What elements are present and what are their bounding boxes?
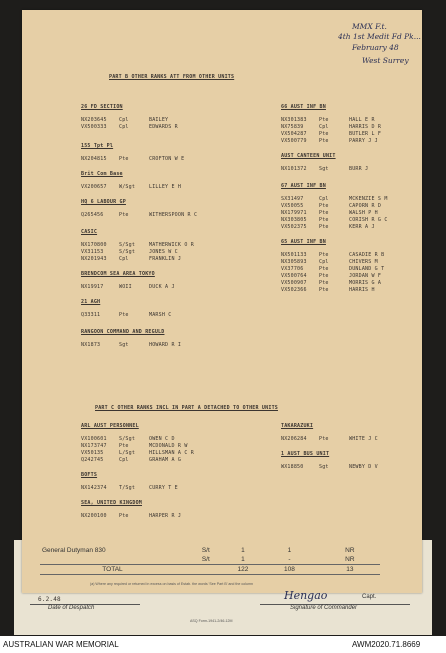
roster-rank: Pte (119, 443, 129, 449)
roster-rank: S/Sgt (119, 436, 136, 442)
roster-service-number: VX500907 (281, 280, 307, 286)
roster-service-number: VX31153 (81, 249, 104, 255)
roster-service-number: NX170800 (81, 242, 107, 248)
roster-rank: Sgt (119, 342, 129, 348)
roster-name: WHITE J C (349, 436, 378, 442)
roster-rank: W/Sgt (119, 184, 136, 190)
roster-service-number: VX37706 (281, 266, 304, 272)
unit-heading: RANGOON COMMAND AND REGULD (81, 329, 165, 335)
unit-heading: 155 Tpt Pl (81, 143, 114, 149)
roster-name: MCDONALD R W (149, 443, 188, 449)
unit-heading: 67 AUST INF BN (281, 183, 326, 189)
roster-service-number: VX50135 (81, 450, 104, 456)
roster-rank: Pte (319, 436, 329, 442)
roster-name: HOWARD R I (149, 342, 182, 348)
roster-service-number: VX200657 (81, 184, 107, 190)
table-footnote: (a) Where any required or returned in excess on basis of Estab. the words 'See Part B' and the column (90, 582, 253, 586)
roster-service-number: NX19917 (81, 284, 104, 290)
roster-rank: Pte (319, 217, 329, 223)
roster-name: HARRIS D R (349, 124, 382, 130)
roster-service-number: NX142374 (81, 485, 107, 491)
roster-rank: Pte (119, 212, 129, 218)
unit-heading: AUST CANTEEN UNIT (281, 153, 336, 159)
roster-name: NEWBY D V (349, 464, 378, 470)
roster-rank: Cpl (119, 124, 129, 130)
roster-name: JONES W C (149, 249, 178, 255)
roster-rank: Sgt (319, 464, 329, 470)
roster-service-number: NX303805 (281, 217, 307, 223)
handwritten-annotation-line-1: MMX F.t. (352, 22, 387, 31)
total-value: 122 (227, 565, 260, 575)
roster-rank: Pte (319, 273, 329, 279)
roster-name: CURRY T E (149, 485, 178, 491)
total-value: 13 (320, 565, 380, 575)
roster-name: MARSH C (149, 312, 172, 318)
roster-rank: Pte (319, 131, 329, 137)
despatch-date: 6.2.48 (38, 596, 61, 603)
part-b-title: PART B OTHER RANKS ATT FROM OTHER UNITS (109, 74, 235, 80)
strength-table (40, 546, 380, 575)
table-cell-grade: S/t (201, 547, 210, 554)
roster-name: EDWARDS R (149, 124, 178, 130)
table-row (40, 546, 380, 555)
unit-heading: BRENDCOM SEA AREA TOKYO (81, 271, 155, 277)
unit-heading: ARL AUST PERSONNEL (81, 423, 139, 429)
roster-rank: Pte (319, 203, 329, 209)
roster-rank: Sgt (319, 166, 329, 172)
unit-heading: CASIC (81, 229, 98, 235)
roster-service-number: VX500779 (281, 138, 307, 144)
table-cell-value: 1 (287, 547, 292, 554)
roster-name: HALL E R (349, 117, 375, 123)
roster-service-number: NX204815 (81, 156, 107, 162)
unit-heading: 65 AUST INF BN (281, 239, 326, 245)
roster-rank: Cpl (319, 124, 329, 130)
archive-caption: AUSTRALIAN WAR MEMORIAL (3, 640, 119, 649)
unit-heading: HQ 6 LABOUR GP (81, 199, 126, 205)
unit-heading: 66 AUST INF BN (281, 104, 326, 110)
total-label: TOTAL (40, 565, 185, 575)
roster-name: GRAHAM A G (149, 457, 182, 463)
roster-rank: Pte (319, 224, 329, 230)
table-cell-value: NR (345, 547, 355, 554)
table-cell-label (40, 555, 185, 565)
roster-service-number: VX50055 (281, 203, 304, 209)
roster-service-number: Q33311 (81, 312, 101, 318)
roster-service-number: VX100601 (81, 436, 107, 442)
roster-service-number: VX500764 (281, 273, 307, 279)
roster-name: LILLEY E H (149, 184, 182, 190)
roster-rank: L/Sgt (119, 450, 136, 456)
form-code: ASQ Form-1941-2/46-12M (190, 619, 233, 623)
archive-reference: AWM2020.71.8669 (352, 640, 421, 649)
roster-service-number: NX203645 (81, 117, 107, 123)
unit-heading: SEA, UNITED KINGDOM (81, 500, 142, 506)
table-cell-grade: S/t (201, 556, 210, 563)
table-cell-value: NR (345, 556, 355, 563)
commander-signature: Hengao (284, 589, 328, 602)
roster-rank: Pte (319, 138, 329, 144)
unit-heading: Brit Com Base (81, 171, 123, 177)
roster-service-number: NX101372 (281, 166, 307, 172)
signature-label: Signature of Commander (290, 605, 358, 611)
roster-rank: Cpl (119, 256, 129, 262)
roster-rank: Cpl (119, 457, 129, 463)
unit-heading: TAKARAZUKI (281, 423, 314, 429)
roster-rank: Pte (119, 513, 129, 519)
roster-name: FRANKLIN J (149, 256, 182, 262)
roster-rank: Pte (319, 210, 329, 216)
handwritten-annotation-line-3: February 48 (352, 43, 399, 52)
unit-heading: 1 AUST BUS UNIT (281, 451, 330, 457)
roster-service-number: NX75839 (281, 124, 304, 130)
table-row (40, 555, 380, 565)
roster-name: JORDAN W F (349, 273, 382, 279)
roster-name: CROFTON W E (149, 156, 185, 162)
roster-name: BAILEY (149, 117, 169, 123)
roster-rank: Pte (119, 312, 129, 318)
roster-name: MATHERWICK O R (149, 242, 194, 248)
table-cell-label: General Dutyman 830 (42, 547, 106, 554)
table-cell-value: 1 (241, 547, 245, 554)
total-value: 108 (259, 565, 319, 575)
despatch-date-label: Date of Despatch (48, 605, 95, 611)
roster-rank: Pte (319, 252, 329, 258)
roster-rank: Pte (319, 266, 329, 272)
roster-name: DUNLAND G T (349, 266, 385, 272)
roster-service-number: Q265456 (81, 212, 104, 218)
roster-name: DUCK A J (149, 284, 175, 290)
roster-rank: Pte (119, 156, 129, 162)
commander-rank: Capt. (362, 594, 377, 600)
roster-name: KERR A J (349, 224, 375, 230)
roster-rank: Pte (319, 280, 329, 286)
roster-service-number: VX504287 (281, 131, 307, 137)
roster-service-number: NX206284 (281, 436, 307, 442)
roster-name: OWEN C D (149, 436, 175, 442)
roster-name: CASADIE R B (349, 252, 385, 258)
roster-rank: T/Sgt (119, 485, 136, 491)
roster-service-number: VX502366 (281, 287, 307, 293)
roster-rank: WOII (119, 284, 132, 290)
roster-name: CHIVERS M (349, 259, 378, 265)
table-cell-value: 1 (241, 556, 245, 563)
roster-service-number: SX31497 (281, 196, 304, 202)
roster-name: MORRIS G A (349, 280, 382, 286)
unit-heading: BOFTS (81, 472, 98, 478)
roster-rank: Cpl (319, 259, 329, 265)
roster-service-number: NX173747 (81, 443, 107, 449)
roster-service-number: NX200100 (81, 513, 107, 519)
unit-heading: 26 FD SECTION (81, 104, 123, 110)
roster-rank: S/Sgt (119, 249, 136, 255)
roster-rank: Pte (319, 287, 329, 293)
unit-heading: 21 AGH (81, 299, 101, 305)
roster-service-number: Q242745 (81, 457, 104, 463)
roster-rank: Pte (319, 117, 329, 123)
roster-name: PARRY J J (349, 138, 378, 144)
roster-name: HARRIS H (349, 287, 375, 293)
roster-service-number: NX201943 (81, 256, 107, 262)
roster-name: BURR J (349, 166, 369, 172)
roster-service-number: VX502375 (281, 224, 307, 230)
roster-service-number: NX501133 (281, 252, 307, 258)
handwritten-annotation-line-4: West Surrey (362, 56, 409, 65)
table-total-row (40, 565, 380, 575)
roster-rank: S/Sgt (119, 242, 136, 248)
roster-service-number: VX500333 (81, 124, 107, 130)
roster-name: MCKENZIE S M (349, 196, 388, 202)
roster-name: WALSH P H (349, 210, 378, 216)
roster-service-number: NX1873 (81, 342, 101, 348)
roster-rank: Cpl (319, 196, 329, 202)
roster-service-number: WX18850 (281, 464, 304, 470)
roster-service-number: NX301383 (281, 117, 307, 123)
roster-name: WITHERSPOON R C (149, 212, 198, 218)
roster-service-number: NX305893 (281, 259, 307, 265)
roster-name: BUTLER L F (349, 131, 382, 137)
roster-name: CORISH R G C (349, 217, 388, 223)
handwritten-annotation-line-2: 4th 1st Medit Fd Pk... (338, 32, 421, 41)
roster-name: CAPORN R D (349, 203, 382, 209)
part-c-title: PART C OTHER RANKS INCL IN PART A DETACHED TO OTHER UNITS (95, 405, 278, 411)
roster-name: HILLSMAN A C R (149, 450, 194, 456)
roster-name: HARPER R J (149, 513, 182, 519)
roster-service-number: NX179971 (281, 210, 307, 216)
table-cell-value: - (288, 556, 291, 563)
roster-rank: Cpl (119, 117, 129, 123)
